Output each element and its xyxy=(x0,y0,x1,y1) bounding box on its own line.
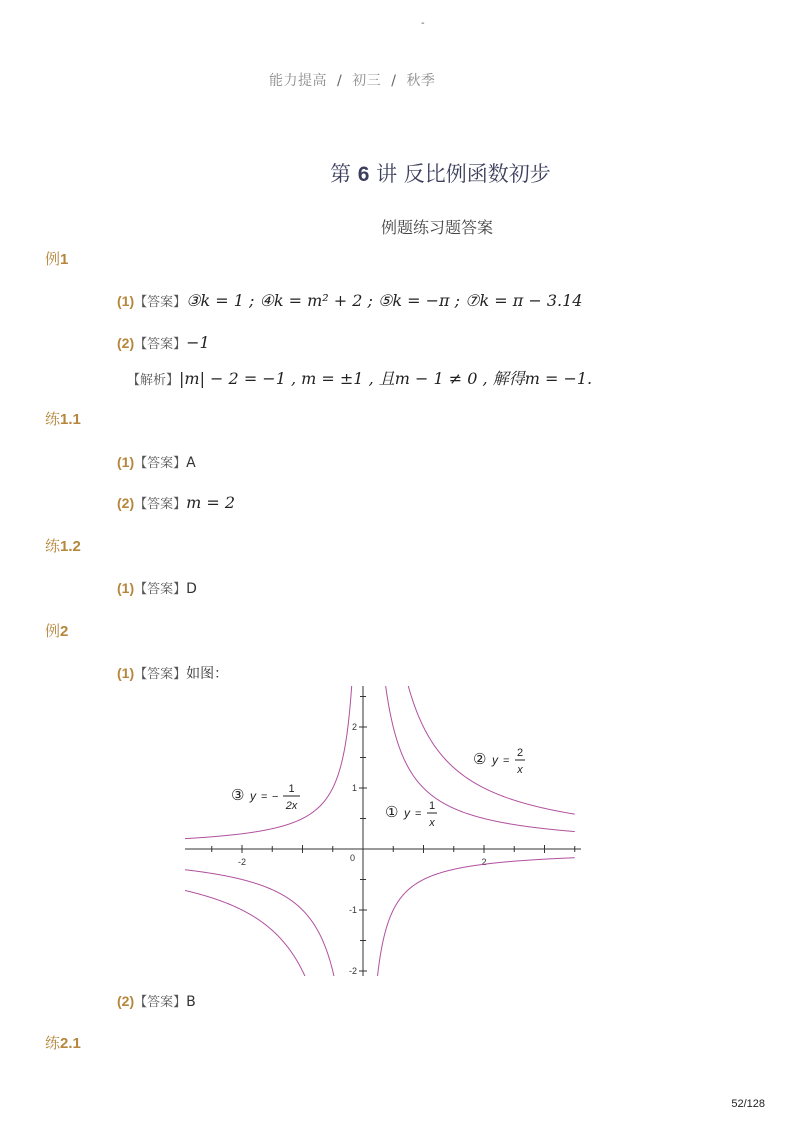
curve-series-2-branch-2 xyxy=(407,686,575,814)
curve-series-2-branch-1 xyxy=(185,890,307,976)
item-number: (2) xyxy=(117,495,135,511)
item-number: (2) xyxy=(117,335,135,351)
answer-label: 【答案】 xyxy=(134,337,187,352)
item-number: (1) xyxy=(117,454,135,470)
item-number: (1) xyxy=(117,580,135,596)
y-tick-label: -2 xyxy=(348,966,357,976)
svg-text:x: x xyxy=(429,817,435,829)
page-title xyxy=(330,158,551,188)
svg-text:=: = xyxy=(261,791,268,803)
item-number: (2) xyxy=(117,993,135,1009)
breadcrumb-separator: / xyxy=(337,73,343,89)
svg-text:①: ① xyxy=(385,804,399,821)
answer-label: 【答案】 xyxy=(134,497,187,512)
svg-text:2: 2 xyxy=(516,747,524,759)
answer-label: 【答案】 xyxy=(134,295,187,310)
svg-text:=: = xyxy=(503,755,510,767)
svg-text:2x: 2x xyxy=(285,800,298,812)
answer-line-ex1-2 xyxy=(117,333,210,352)
answer-line-ex2-1 xyxy=(117,663,228,683)
answer-label: 【答案】 xyxy=(134,582,187,597)
curve-series-3-branch-2 xyxy=(377,858,574,976)
curve-series-1-branch-1 xyxy=(185,869,335,976)
svg-text:x: x xyxy=(517,764,523,776)
svg-text:y: y xyxy=(404,806,410,820)
analysis-line-ex1-2 xyxy=(127,366,592,389)
y-tick-label: 1 xyxy=(351,783,357,793)
answer-line-ex2-2 xyxy=(117,991,196,1010)
header-dash: - xyxy=(421,18,425,29)
y-tick-label: -1 xyxy=(348,905,357,915)
breadcrumb xyxy=(269,70,435,90)
breadcrumb-separator: / xyxy=(391,73,397,89)
item-number: (1) xyxy=(117,665,135,681)
item-number: (1) xyxy=(117,293,135,309)
title-prefix: 第 xyxy=(330,162,351,186)
analysis-label: 【解析】 xyxy=(127,373,180,388)
breadcrumb-level: 能力提高 xyxy=(269,73,327,89)
breadcrumb-grade: 初三 xyxy=(352,73,382,89)
answer-label: 【答案】 xyxy=(134,456,187,471)
section-heading-ex1: 例1 xyxy=(45,250,69,268)
curve-series-3-branch-1 xyxy=(185,686,352,839)
svg-text:②: ② xyxy=(473,751,487,768)
svg-text:1: 1 xyxy=(428,800,436,812)
svg-text:③: ③ xyxy=(231,787,245,804)
curve-label-3 xyxy=(231,783,300,812)
y-tick-label: 2 xyxy=(351,722,357,732)
answer-text: D xyxy=(186,581,197,597)
answer-line-p12-1 xyxy=(117,578,197,597)
page-number: 52/128 xyxy=(731,1098,765,1110)
title-number: 6 xyxy=(357,163,370,186)
answer-text: −1 xyxy=(186,333,210,352)
svg-text:y: y xyxy=(250,789,256,803)
answer-line-p11-1 xyxy=(117,452,196,471)
section-heading-p21: 练2.1 xyxy=(45,1034,81,1052)
answer-text: 如图： xyxy=(186,666,229,682)
x-tick-label: 2 xyxy=(481,857,487,867)
svg-text:1: 1 xyxy=(288,783,295,795)
answer-text: ③k = 1 ; ④k = m² + 2 ; ⑤k = −π ; ⑦k = π − 3.14 xyxy=(186,291,583,310)
svg-text:−: − xyxy=(272,791,279,803)
curve-label-1 xyxy=(385,800,437,829)
answer-line-ex1-1 xyxy=(117,291,582,310)
breadcrumb-season: 秋季 xyxy=(406,73,436,89)
section-heading-ex2: 例2 xyxy=(45,622,69,640)
analysis-text: |m| − 2 = −1 , m = ±1 , 且m − 1 ≠ 0 , 解得m = −1. xyxy=(179,369,593,388)
curve-label-2 xyxy=(473,747,525,776)
svg-text:=: = xyxy=(415,808,422,820)
answer-line-p11-2 xyxy=(117,493,235,512)
hyperbola-graph xyxy=(185,686,581,976)
origin-label: 0 xyxy=(349,853,355,863)
answer-label: 【答案】 xyxy=(134,995,187,1010)
answer-text: B xyxy=(186,994,196,1010)
answer-text: A xyxy=(186,455,196,471)
answer-text: m = 2 xyxy=(186,493,236,512)
x-tick-label: -2 xyxy=(237,857,247,867)
answer-label: 【答案】 xyxy=(134,667,187,682)
section-heading-p12: 练1.2 xyxy=(45,537,81,555)
page-subtitle: 例题练习题答案 xyxy=(381,218,494,237)
title-suffix: 讲 反比例函数初步 xyxy=(376,162,551,186)
svg-text:y: y xyxy=(492,753,498,767)
section-heading-p11: 练1.1 xyxy=(45,410,81,428)
